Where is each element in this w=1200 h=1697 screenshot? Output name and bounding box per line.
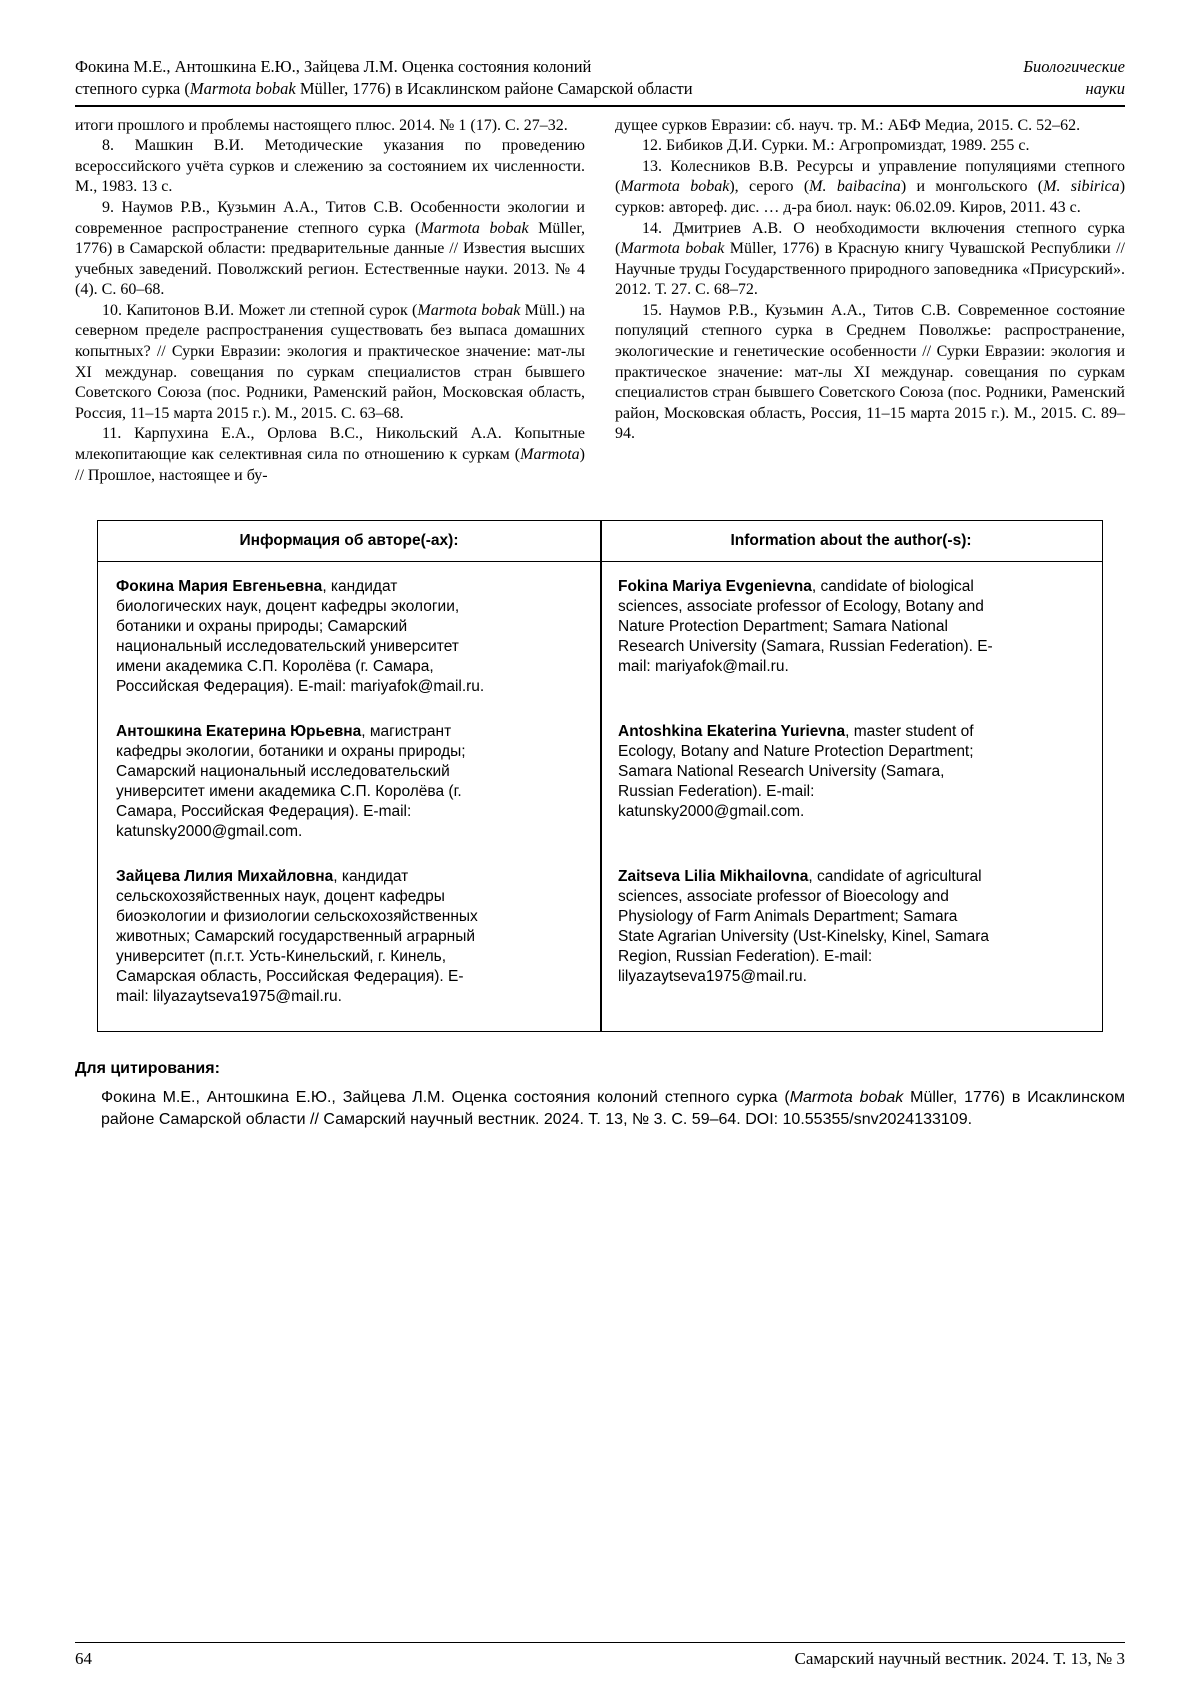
text-segment: Zaitseva Lilia Mikhailovna [618,868,809,886]
references-left-column [75,116,585,487]
author-info-en [600,577,1102,697]
text-segment: Фокина Мария Евгеньевна [116,578,323,596]
author-info-en [600,722,1102,842]
reference-paragraph [75,301,585,425]
citation-text [101,1087,1125,1131]
author-info-ru [98,867,600,1007]
text-segment: , кандидат биологических наук, доцент кафедры экологии, ботаники и охраны природы; Самарский национальный исследовательский университет имени академика С.П. Королёва (г. Самара, Российская Федерация). E-mail: mariyafok@mail.ru. [116,578,485,696]
text-segment: Müller, 1776) в Самарской области: предварительные данные // Известия высших учебных заведений. Поволжский регион. Естественные науки. 2013. № 4 (4). С. 60–68. [75,219,586,299]
text-segment: Marmota bobak [417,301,521,319]
running-head-line2 [75,78,693,100]
text-segment: ) сурков: автореф. дис. … д-ра биол. наук: 06.02.09. Киров, 2011. 43 с. [615,178,1126,216]
text-segment: 10. Капитонов В.И. Может ли степной сурок ( [102,301,418,319]
text-segment: 9. Наумов Р.В., Кузьмин А.А., Титов С.В. Особенности экологии и современное распространение степного сурка ( [75,198,585,237]
text-segment: ) // Прошлое, настоящее и бу- [75,446,585,484]
running-head-section-label [1023,56,1125,100]
reference-paragraph [615,301,1125,445]
text-segment: Зайцева Лилия Михайловна [116,868,334,886]
text-segment: 8. Машкин В.И. Методические указания по проведению всероссийского учёта сурков и слежению за состоянием их численности. М., 1983. 13 с. [75,137,585,196]
text-segment: 14. Дмитриев А.В. О необходимости включения степного сурка ( [615,219,1125,258]
journal-title: Самарский научный вестник. 2024. Т. 13, № 3 [794,1649,1125,1668]
text-segment: , candidate of agricultural sciences, associate professor of Bioecology and Physiology of Farm Animals Department; Samara State Agrarian University (Ust-Kinelsky, Kinel, Samara Region, Russian Federation). E-mail: lilyazaytseva1975@mail.ru. [618,868,989,986]
author-info-ru [98,577,600,697]
section-label-line2: науки [1085,78,1125,98]
running-head-line1: Фокина М.Е., Антошкина Е.Ю., Зайцева Л.М. Оценка состояния колоний [75,57,592,76]
reference-paragraph [75,116,585,137]
text-segment: Marmota bobak [789,1089,904,1107]
references-right-column [615,116,1125,487]
running-head-article-title [75,56,693,100]
text-segment: ), серого ( [729,178,810,196]
authors-info-table [97,520,1103,1032]
text-segment: Antoshkina Ekaterina Yurievna [618,723,846,741]
text-segment: , candidate of biological sciences, associate professor of Ecology, Botany and Nature Protection Department; Samara National Research University (Samara, Russian Federation). E-mail: mariyafok@mail.ru. [618,578,993,676]
text-segment: Fokina Mariya Evgenievna [618,578,812,596]
text-segment: дущее сурков Евразии: сб. науч. тр. М.: АБФ Медиа, 2015. С. 52–62. [615,116,1081,134]
text-segment: , магистрант кафедры экологии, ботаники и охраны природы; Самарский национальный исследовательский университет имени академика С.П. Королёва (г. Самара, Российская Федерация). E-mail: katunsky2000@gmail.com. [116,723,466,841]
header-rule [75,105,1125,107]
reference-paragraph [75,136,585,198]
reference-paragraph [615,116,1125,137]
authors-table-body [98,562,1102,1031]
footer-rule [75,1642,1125,1643]
reference-paragraph [615,157,1125,219]
text-segment: Müller, 1776) в Исаклинском районе Самарской области // Самарский научный вестник. 2024. Т. 13, № 3. С. 59–64. DOI: 10.55355/snv2024133109. [101,1089,1126,1129]
citation-label: Для цитирования: [75,1060,220,1078]
references-section [75,116,1125,487]
text-segment: Фокина М.Е., Антошкина Е.Ю., Зайцева Л.М. Оценка состояния колоний степного сурка ( [101,1089,790,1107]
text-segment: 12. Бибиков Д.И. Сурки. М.: Агропромиздат, 1989. 255 с. [642,137,1030,155]
reference-paragraph [615,136,1125,157]
text-segment: Müller, 1776) в Исаклинском районе Самарской области [295,78,693,98]
author-info-ru [98,722,600,842]
reference-paragraph [75,424,585,486]
reference-paragraph [75,198,585,301]
text-segment: Marmota bobak [620,240,725,258]
text-segment: M. baibacina [809,178,901,196]
author-info-en [600,867,1102,1007]
text-segment: 11. Карпухина Е.А., Орлова В.С., Никольский А.А. Копытные млекопитающие как селективная сила по отношению к суркам ( [75,425,585,464]
running-head [75,56,1125,100]
authors-table-header-ru: Информация об авторе(-ах): [239,532,459,550]
text-segment: , master student of Ecology, Botany and Nature Protection Department; Samara National Research University (Samara, Russian Federation). E-mail: katunsky2000@gmail.com. [618,723,974,821]
reference-paragraph [615,219,1125,301]
page-number: 64 [75,1649,92,1668]
authors-table-header-en: Information about the author(-s): [730,532,972,550]
text-segment: степного сурка ( [75,78,190,98]
text-segment: 13. Колесников В.В. Ресурсы и управление популяциями степного ( [615,157,1125,196]
text-segment: M. sibirica [1043,178,1120,196]
section-label-line1: Биологические [1023,57,1125,76]
text-segment: 15. Наумов Р.В., Кузьмин А.А., Титов С.В. Современное состояние популяций степного сурка в Среднем Поволжье: распространение, экологические и генетические особенности // Сурки Евразии: экология и практическое значение: мат-лы XI междунар. совещания по суркам специалистов стран бывшего Советского Союза (пос. Родники, Раменский район, Московская область, Россия, 11–15 марта 2015 г.). М., 2015. С. 89–94. [615,301,1125,443]
text-segment: Müller, 1776) в Красную книгу Чувашской Республики // Научные труды Государственного природного заповедника «Присурский». 2012. Т. 27. С. 68–72. [615,240,1126,299]
authors-table-header-row [98,521,1102,562]
text-segment: , кандидат сельскохозяйственных наук, доцент кафедры биоэкологии и физиологии сельскохозяйственных животных; Самарский государственный аграрный университет (п.г.т. Усть-Кинельский, г. Кинель, Самарская область, Российская Федерация). E-mail: lilyazaytseva1975@mail.ru. [116,868,478,1006]
text-segment: Marmota bobak [189,78,296,98]
text-segment: Marmota [520,446,580,464]
text-segment: Marmota bobak [620,178,730,196]
page-footer [75,1642,1125,1669]
text-segment: Müll.) на северном пределе распространения существовать без выпаса домашних копытных? // Сурки Евразии: экология и практическое значение: мат-лы XI междунар. совещания по суркам специалистов стран бывшего Советского Союза (пос. Родники, Раменский район, Московская область, Россия, 11–15 марта 2015 г.). М., 2015. С. 63–68. [75,301,586,422]
text-segment: Антошкина Екатерина Юрьевна [116,723,362,741]
text-segment: итоги прошлого и проблемы настоящего плюс. 2014. № 1 (17). С. 27–32. [75,116,568,134]
citation-section [75,1060,1125,1131]
text-segment: Marmota bobak [420,219,529,237]
text-segment: ) и монгольского ( [900,178,1044,196]
